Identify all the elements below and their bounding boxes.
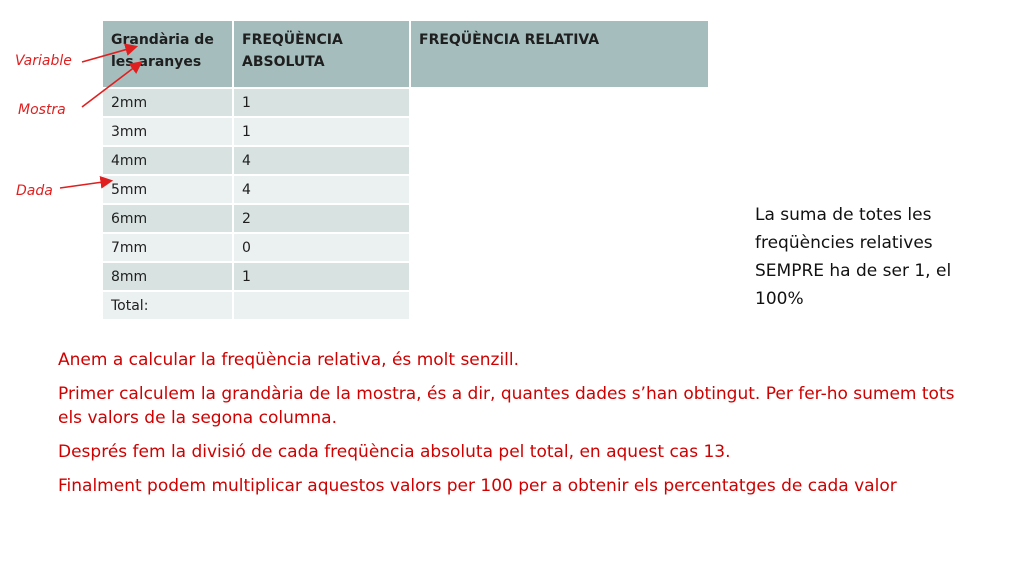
cell-absolute: 1 — [233, 88, 410, 117]
paragraph: Anem a calcular la freqüència relativa, és molt senzill. — [58, 350, 520, 370]
cell-size: 2mm — [102, 88, 233, 117]
header-absolute: FREQÜÈNCIA ABSOLUTA — [233, 20, 410, 88]
cell-size: 4mm — [102, 146, 233, 175]
side-note: La suma de totes les freqüències relatives SEMPRE ha de ser 1, el 100% — [755, 205, 952, 309]
paragraph: Després fem la divisió de cada freqüència absoluta pel total, en aquest cas 13. — [58, 442, 731, 462]
cell-size: 5mm — [102, 175, 233, 204]
annotation-variable: Variable — [15, 53, 72, 69]
cell-size: 8mm — [102, 262, 233, 291]
cell-absolute: 4 — [233, 175, 410, 204]
explanation-text — [58, 348, 958, 508]
annotation-dada: Dada — [16, 183, 53, 199]
annotation-mostra: Mostra — [18, 102, 66, 118]
paragraph: Finalment podem multiplicar aquestos valors per 100 per a obtenir els percentatges de cada valor — [58, 476, 897, 496]
arrow-mostra — [82, 63, 140, 107]
cell-absolute: 4 — [233, 146, 410, 175]
cell-size: 3mm — [102, 117, 233, 146]
header-size: Grandària de les aranyes — [102, 20, 233, 88]
header-relative: FREQÜÈNCIA RELATIVA — [410, 20, 709, 88]
arrow-dada — [60, 181, 110, 188]
cell-absolute: 1 — [233, 117, 410, 146]
cell-absolute: 0 — [233, 233, 410, 262]
cell-size: 6mm — [102, 204, 233, 233]
total-label: Total: — [102, 291, 233, 320]
arrow-variable — [82, 47, 135, 62]
paragraph: Primer calculem la grandària de la mostra, és a dir, quantes dades s’han obtingut. Per fer-ho sumem tots els valors de la segona columna. — [58, 384, 955, 428]
cell-absolute: 1 — [233, 262, 410, 291]
cell-size: 7mm — [102, 233, 233, 262]
cell-absolute: 2 — [233, 204, 410, 233]
